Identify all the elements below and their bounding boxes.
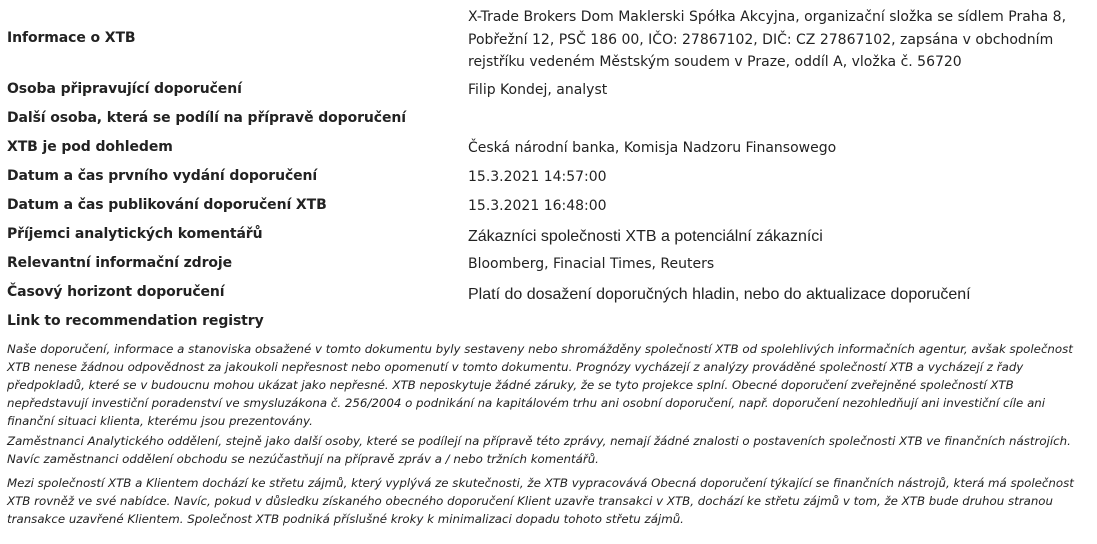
- row-value: Bloomberg, Finacial Times, Reuters: [468, 256, 715, 272]
- row-value: Česká národní banka, Komisja Nadzoru Finansowego: [468, 140, 837, 156]
- disclaimer-line: Navíc zaměstnanci oddělení obchodu se nezúčastňují na přípravě zpráv a / nebo tržních komentářů.: [7, 452, 599, 466]
- value-line: rejstříku vedeném Městským soudem v Praze, oddíl A, vložka č. 56720: [468, 54, 962, 70]
- value-line: Pobřežní 12, PSČ 186 00, IČO: 27867102, DIČ: CZ 27867102, zapsána v obchodním: [468, 31, 1054, 48]
- value-line: X-Trade Brokers Dom Maklerski Spółka Akcyjna, organizační složka se sídlem Praha 8,: [468, 9, 1067, 25]
- row-label: Časový horizont doporučení: [7, 284, 225, 300]
- row-value: 15.3.2021 16:48:00: [468, 198, 607, 214]
- disclaimer-line: finanční situaci klienta, kterému jsou prezentovány.: [7, 414, 313, 428]
- disclaimer-paragraph: [7, 340, 1087, 430]
- disclaimer-line: nepředstavují investiční poradenství ve smysluzákona č. 256/2004 o podnikání na kapitálovém trhu ani osobní doporučení, např. doporučení nezohledňují ani investiční cíle ani: [7, 396, 1046, 410]
- row-label: Osoba připravující doporučení: [7, 81, 242, 97]
- row-label: Relevantní informační zdroje: [7, 255, 232, 271]
- row-value: Zákazníci společnosti XTB a potenciální zákazníci: [468, 228, 823, 245]
- row-value: Filip Kondej, analyst: [468, 82, 608, 98]
- row-value: [468, 6, 1096, 74]
- disclaimer-paragraph: [7, 432, 1087, 468]
- disclaimer-line: XTB rovněž ve své nabídce. Navíc, pokud v důsledku získaného obecného doporučení Klient uzavře transakci v XTB, dochází ke střetu zájmů v tom, že XTB bude druhou stranou: [7, 494, 1053, 508]
- disclaimer-line: XTB nenese žádnou odpovědnost za jakoukoli nepřesnost nebo opomenutí v tomto dokumentu. Prognózy vycházejí z analýzy prováděné společností XTB a vycházejí z řady: [7, 360, 1024, 374]
- disclaimer-line: transakce uzavřené Klientem. Společnost XTB podniká příslušné kroky k minimalizaci dopadu tohoto střetu zájmů.: [7, 512, 684, 526]
- disclaimer-line: Mezi společností XTB a Klientem dochází ke střetu zájmů, který vyplývá ze skutečnosti, že XTB vypracovává Obecná doporučení týkající se finančních nástrojů, která má společnost: [7, 476, 1074, 490]
- disclaimer-line: předpokladů, které se v budoucnu mohou ukázat jako nepřesné. XTB neposkytuje žádné záruky, že se tyto projekce splní. Obecné doporučení zveřejněné společností XTB: [7, 378, 1014, 392]
- row-label: Link to recommendation registry: [7, 313, 264, 329]
- disclaimer-line: Zaměstnanci Analytického oddělení, stejně jako další osoby, které se podílejí na přípravě této zprávy, nemají žádné znalosti o postaveních společnosti XTB ve finančních nástrojích.: [7, 434, 1071, 448]
- row-label: Datum a čas prvního vydání doporučení: [7, 168, 318, 184]
- disclaimer-line: Naše doporučení, informace a stanoviska obsažené v tomto dokumentu byly sestaveny nebo shromážděny společností XTB od spolehlivých informačních agentur, avšak společnost: [7, 342, 1073, 356]
- row-value: Platí do dosažení doporučných hladin, nebo do aktualizace doporučení: [468, 286, 971, 303]
- row-value: 15.3.2021 14:57:00: [468, 169, 607, 185]
- row-label: Příjemci analytických komentářů: [7, 226, 263, 242]
- row-label: Informace o XTB: [7, 30, 136, 46]
- row-label: Další osoba, která se podílí na přípravě doporučení: [7, 110, 406, 126]
- disclaimer-paragraph: [7, 474, 1087, 528]
- row-label: Datum a čas publikování doporučení XTB: [7, 197, 327, 213]
- row-label: XTB je pod dohledem: [7, 139, 173, 155]
